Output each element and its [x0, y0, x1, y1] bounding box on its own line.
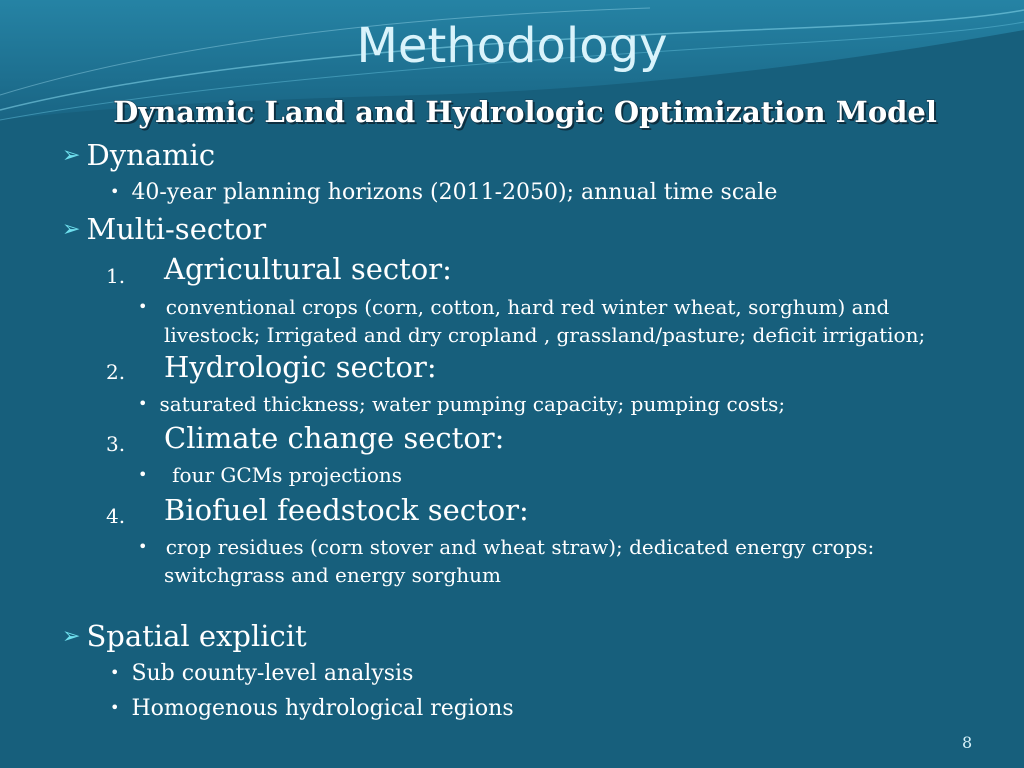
sector-title: Agricultural sector:: [164, 252, 452, 286]
slide-subtitle: Dynamic Land and Hydrologic Optimization Model: [113, 95, 937, 129]
dot-bullet-icon: •: [110, 698, 120, 717]
sector-detail: • four GCMs projections: [138, 463, 403, 487]
sector-title: Biofuel feedstock sector:: [164, 493, 529, 527]
slide-title: Methodology: [356, 18, 668, 74]
bullet-dynamic: ➢ Dynamic: [62, 138, 216, 172]
sector-number: 3.: [106, 432, 126, 456]
dot-bullet-icon: •: [138, 297, 148, 316]
sector-number: 4.: [106, 504, 126, 528]
arrow-bullet-icon: ➢: [62, 217, 81, 242]
sector-title: Climate change sector:: [164, 421, 505, 455]
dot-bullet-icon: •: [138, 465, 148, 484]
bullet-multisector: ➢ Multi-sector: [62, 212, 267, 246]
bullet-spatial: ➢ Spatial explicit: [62, 619, 307, 653]
sector-detail: • crop residues (corn stover and wheat straw); dedicated energy crops: switchgrass and energy sorghum: [138, 535, 875, 587]
bullet-spatial-sub: • Sub county-level analysis: [110, 661, 414, 686]
dot-bullet-icon: •: [110, 182, 120, 201]
arrow-bullet-icon: ➢: [62, 143, 81, 168]
bullet-dynamic-sub: • 40-year planning horizons (2011-2050); annual time scale: [110, 180, 778, 205]
page-number: 8: [962, 733, 973, 752]
bullet-spatial-sub: • Homogenous hydrological regions: [110, 696, 514, 721]
sector-detail: • saturated thickness; water pumping capacity; pumping costs;: [138, 392, 786, 416]
dot-bullet-icon: •: [110, 663, 120, 682]
dot-bullet-icon: •: [138, 537, 148, 556]
sector-number: 2.: [106, 360, 126, 384]
dot-bullet-icon: •: [138, 394, 148, 413]
sector-detail: • conventional crops (corn, cotton, hard red winter wheat, sorghum) and livestock; Irrigated and dry cropland , grassland/pasture; deficit irrigation;: [138, 295, 926, 347]
sector-number: 1.: [106, 264, 126, 288]
arrow-bullet-icon: ➢: [62, 624, 81, 649]
sector-title: Hydrologic sector:: [164, 350, 437, 384]
